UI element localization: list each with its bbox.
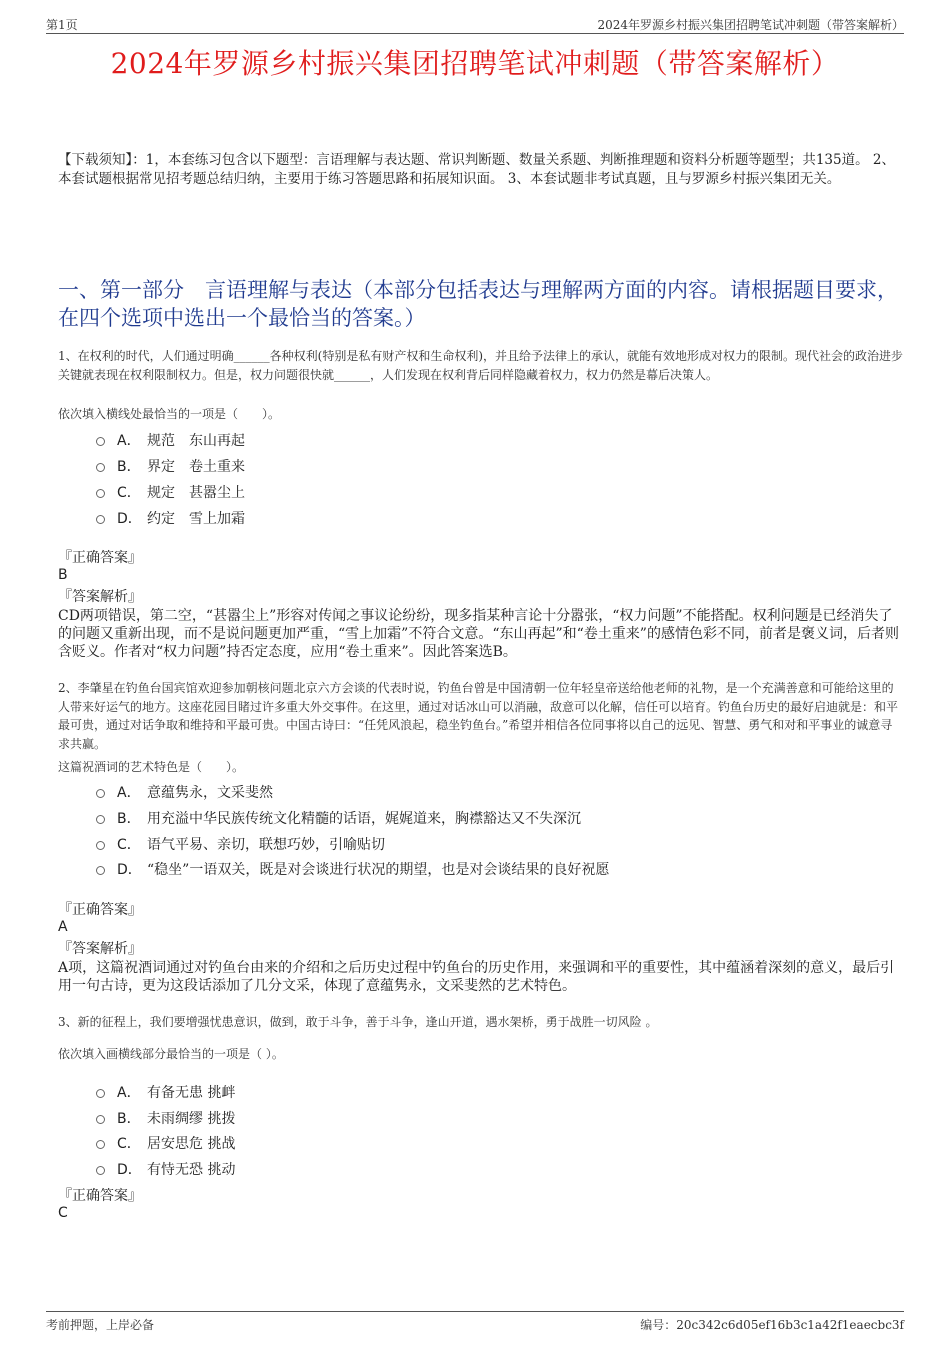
question-2-answer: A [58, 919, 68, 935]
download-notice: 【下载须知】：1，本套练习包含以下题型：言语理解与表达题、常识判断题、数量关系题、判断推理题和资料分析题等题型；共135道。 2、本套试题根据常见招考题总结归纳，主要用于练习答题思路和拓展知识面。 3、本套试题非考试真题，且与罗源乡村振兴集团无关。 [58, 152, 895, 187]
question-1-analysis-label: 『答案解析』 [58, 589, 142, 605]
question-3-option-d[interactable]: D． 有恃无恐 挑动 [96, 1159, 235, 1179]
radio-icon[interactable] [96, 489, 105, 498]
question-3-text: 3、新的征程上，我们要增强忧患意识，做到，敢于斗争，善于斗争，逢山开道，遇水架桥，勇于战胜一切风险 。 [58, 1015, 658, 1029]
radio-icon[interactable] [96, 841, 105, 850]
question-2-option-c[interactable]: C． 语气平易、亲切，联想巧妙，引喻贴切 [96, 834, 385, 854]
question-2-analysis: A项，这篇祝酒词通过对钓鱼台由来的介绍和之后历史过程中钓鱼台的历史作用，来强调和平的重要性，其中蕴涵着深刻的意义，最后引用一句古诗，更为这段话添加了几分文采，体现了意蕴隽永，文采斐然的艺术特色。 [58, 960, 895, 994]
question-2-option-d[interactable]: D． “稳坐”一语双关，既是对会谈进行状况的期望，也是对会谈结果的良好祝愿 [96, 859, 609, 879]
question-2-prompt: 这篇祝酒词的艺术特色是（ ）。 [58, 760, 245, 774]
footer-rule [46, 1311, 904, 1312]
question-3-correct-answer-label: 『正确答案』 [58, 1188, 142, 1204]
radio-icon[interactable] [96, 789, 105, 798]
question-3-answer: C [58, 1205, 68, 1221]
question-1-prompt: 依次填入横线处最恰当的一项是（ ）。 [58, 407, 281, 421]
header-doc-title: 2024年罗源乡村振兴集团招聘笔试冲刺题（带答案解析） [597, 18, 904, 32]
question-1-option-a[interactable]: A． 规范 东山再起 [96, 430, 245, 450]
radio-icon[interactable] [96, 866, 105, 875]
question-1-answer: B [58, 567, 68, 583]
question-1-correct-answer-label: 『正确答案』 [58, 550, 142, 566]
section-heading: 一、第一部分 言语理解与表达（本部分包括表达与理解两方面的内容。请根据题目要求，在四个选项中选出一个最恰当的答案。） [58, 278, 898, 330]
radio-icon[interactable] [96, 1089, 105, 1098]
radio-icon[interactable] [96, 815, 105, 824]
question-1-text: 1、在权利的时代，人们通过明确______各种权利(特别是私有财产权和生命权利)，并且给予法律上的承认，就能有效地形成对权力的限制。现代社会的政治进步关键就表现在权利限制权力。但是，权力问题很快就______，人们发现在权利背后同样隐藏着权力，权力仍然是幕后决策人。 [58, 349, 904, 382]
radio-icon[interactable] [96, 437, 105, 446]
radio-icon[interactable] [96, 463, 105, 472]
radio-icon[interactable] [96, 1140, 105, 1149]
footer-doc-id: 编号：20c342c6d05ef16b3c1a42f1eaecbc3f [640, 1318, 904, 1332]
question-2-option-b[interactable]: B． 用充溢中华民族传统文化精髓的话语，娓娓道来，胸襟豁达又不失深沉 [96, 808, 581, 828]
footer-slogan: 考前押题，上岸必备 [46, 1318, 155, 1332]
question-1-option-b[interactable]: B． 界定 卷土重来 [96, 456, 245, 476]
page-number: 第1页 [46, 18, 78, 32]
question-3-option-c[interactable]: C． 居安思危 挑战 [96, 1133, 235, 1153]
question-1-option-d[interactable]: D． 约定 雪上加霜 [96, 508, 245, 528]
question-2-text: 2、李肇星在钓鱼台国宾馆欢迎参加朝核问题北京六方会谈的代表时说，钓鱼台曾是中国清朝一位年轻皇帝送给他老师的礼物，是一个充满善意和可能给这里的人带来好运气的地方。这座花园目睹过许多重大外交事件。在这里，通过对话冰山可以消融，敌意可以化解，信任可以培育。钓鱼台历史的最好启迪就是：和平最可贵，通过对话争取和维持和平最可贵。中国古诗曰：“任凭风浪起，稳坐钓鱼台。”希望并相信各位同事将以自己的远见、智慧、勇气和对和平事业的诚意寻求共赢。 [58, 681, 899, 751]
header-rule [46, 33, 904, 34]
radio-icon[interactable] [96, 1115, 105, 1124]
question-1-option-c[interactable]: C． 规定 甚嚣尘上 [96, 482, 245, 502]
radio-icon[interactable] [96, 515, 105, 524]
question-1-analysis: CD两项错误，第二空，“甚嚣尘上”形容对传闻之事议论纷纷，现多指某种言论十分嚣张，“权力问题”不能搭配。权利问题是已经消失了的问题又重新出现，而不是说问题更加严重，“雪上加霜”不符合文意。“东山再起”和“卷土重来”的感情色彩不同，前者是褒义词，后者则含贬义。作者对“权力问题”持否定态度，应用“卷土重来”。因此答案选B。 [58, 608, 899, 660]
question-3-option-b[interactable]: B． 未雨绸缪 挑拨 [96, 1108, 235, 1128]
question-2-option-a[interactable]: A． 意蕴隽永，文采斐然 [96, 782, 273, 802]
question-2-analysis-label: 『答案解析』 [58, 941, 142, 957]
radio-icon[interactable] [96, 1166, 105, 1175]
document-title: 2024年罗源乡村振兴集团招聘笔试冲刺题（带答案解析） [110, 47, 840, 80]
question-2-correct-answer-label: 『正确答案』 [58, 902, 142, 918]
question-3-option-a[interactable]: A． 有备无患 挑衅 [96, 1082, 235, 1102]
question-3-prompt: 依次填入画横线部分最恰当的一项是（ ）。 [58, 1047, 284, 1061]
